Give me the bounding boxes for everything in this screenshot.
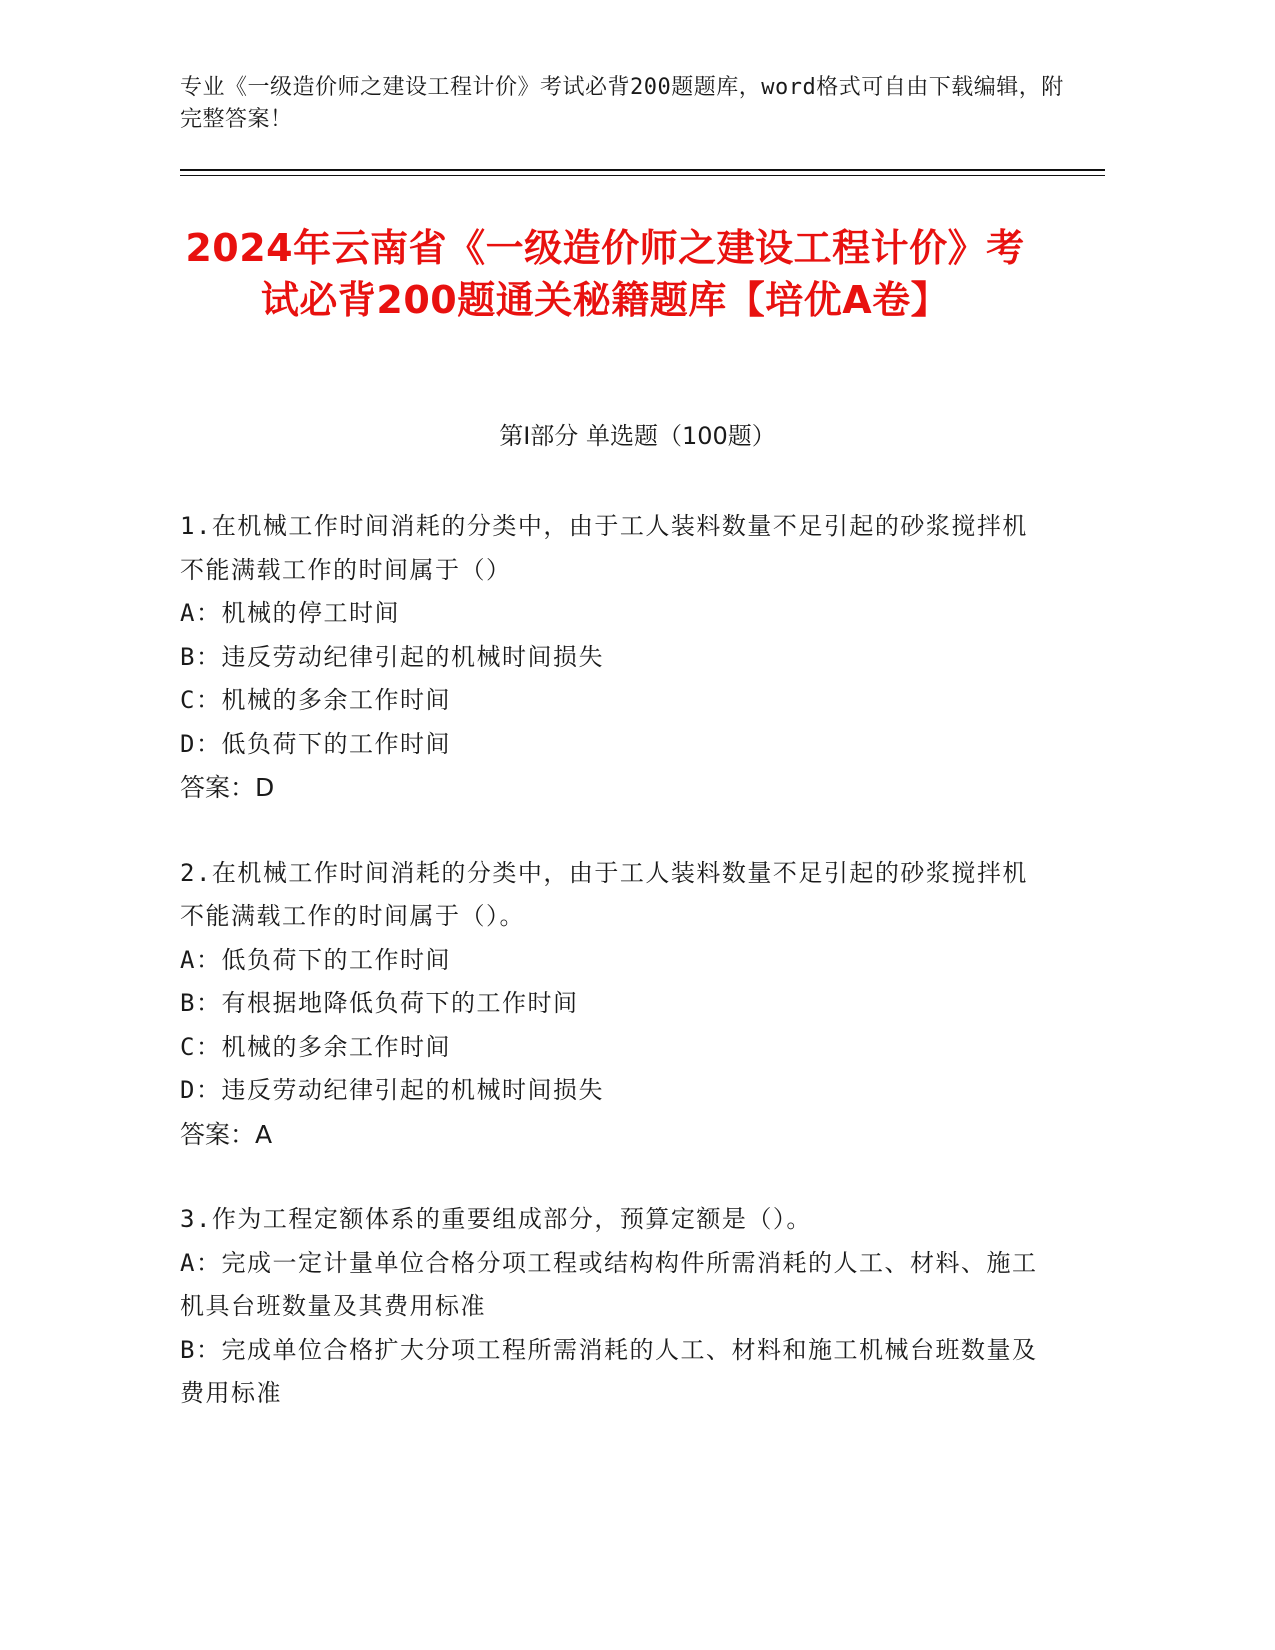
option-d: D：违反劳动纪律引起的机械时间损失 — [180, 1076, 604, 1104]
option-b: B：有根据地降低负荷下的工作时间 — [180, 989, 579, 1017]
section-title: 第I部分 单选题（100题） — [499, 422, 776, 450]
question-stem: 1.在机械工作时间消耗的分类中，由于工人装料数量不足引起的砂浆搅拌机不能满载工作的时间属于（） — [180, 512, 1028, 584]
question-stem: 3.作为工程定额体系的重要组成部分，预算定额是（）。 — [180, 1205, 812, 1233]
option-b: B：完成单位合格扩大分项工程所需消耗的人工、材料和施工机械台班数量及费用标准 — [180, 1335, 1038, 1407]
option-d: D：低负荷下的工作时间 — [180, 729, 451, 758]
option-c: C：机械的多余工作时间 — [180, 686, 451, 714]
answer: 答案：D — [180, 773, 275, 802]
answer: 答案：A — [180, 1119, 273, 1149]
question-list — [180, 505, 1040, 1458]
header-rule-thick — [180, 169, 1105, 171]
option-a: A：机械的停工时间 — [180, 599, 400, 627]
header-rule-thin — [180, 175, 1105, 176]
option-a: A：完成一定计量单位合格分项工程或结构构件所需消耗的人工、材料、施工机具台班数量及其费用标准 — [180, 1248, 1038, 1320]
question-stem: 2.在机械工作时间消耗的分类中，由于工人装料数量不足引起的砂浆搅拌机不能满载工作的时间属于（）。 — [180, 858, 1028, 930]
question-2 — [180, 852, 1040, 1157]
option-c: C：机械的多余工作时间 — [180, 1032, 451, 1061]
option-b: B：违反劳动纪律引起的机械时间损失 — [180, 642, 604, 671]
question-3 — [180, 1198, 1040, 1416]
document-title: 2024年云南省《一级造价师之建设工程计价》考试必背200题通关秘籍题库【培优A卷】 — [185, 226, 1025, 322]
question-1 — [180, 505, 1040, 810]
header-note: 专业《一级造价师之建设工程计价》考试必背200题题库，word格式可自由下载编辑，附完整答案！ — [180, 75, 1064, 132]
option-a: A：低负荷下的工作时间 — [180, 945, 451, 974]
